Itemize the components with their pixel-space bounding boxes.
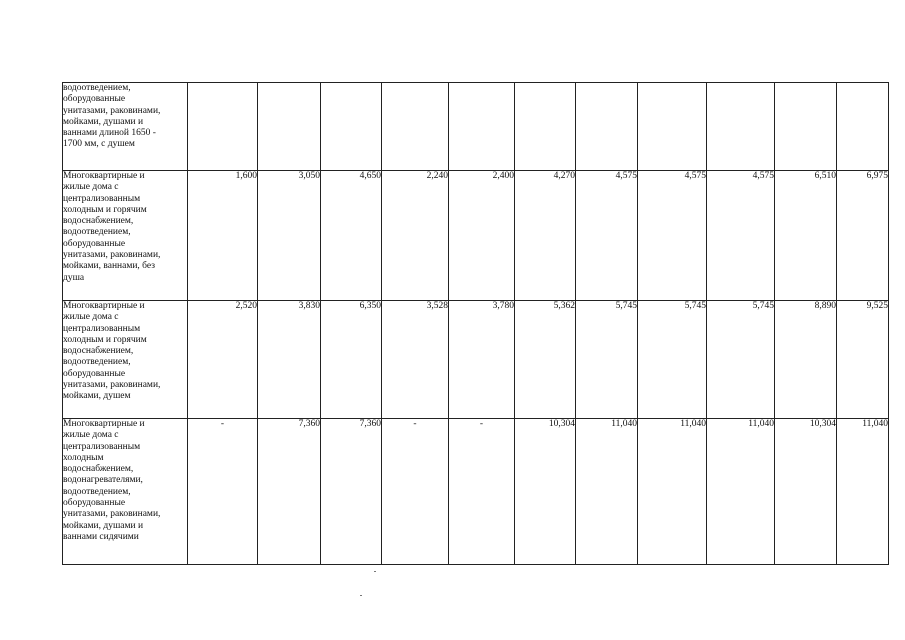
value-cell: 4,270: [515, 171, 576, 301]
value-cell: [188, 83, 258, 171]
value-cell: 3,830: [258, 301, 321, 419]
value-cell: 5,745: [638, 301, 707, 419]
value-cell: 4,575: [576, 171, 638, 301]
row-description-cell: [63, 419, 188, 565]
value-cell: [382, 83, 449, 171]
value-cell: 11,040: [837, 419, 889, 565]
scan-speck: [360, 595, 362, 596]
value-cell: 11,040: [638, 419, 707, 565]
value-cell: [258, 83, 321, 171]
value-cell: 6,510: [775, 171, 837, 301]
value-cell: 3,780: [449, 301, 515, 419]
row-description: Многоквартирные и жилые дома с централизованным холодным и горячим водоснабжением, водоотведением, оборудованные унитазами, раковинами, мойками, душем: [63, 301, 161, 402]
row-description-cell: [63, 171, 188, 301]
table-row: [63, 419, 889, 565]
value-cell: 7,360: [258, 419, 321, 565]
value-cell: 11,040: [707, 419, 775, 565]
row-description: водоотведением, оборудованные унитазами, раковинами, мойками, душами и ваннами длиной 1650 - 1700 мм, с душем: [63, 83, 161, 150]
value-cell: 2,240: [382, 171, 449, 301]
row-description-cell: [63, 301, 188, 419]
value-cell: 4,650: [321, 171, 382, 301]
value-cell: 4,575: [638, 171, 707, 301]
value-cell: 2,520: [188, 301, 258, 419]
table-row: [63, 301, 889, 419]
value-cell: 8,890: [775, 301, 837, 419]
scan-speck: [374, 571, 376, 572]
value-cell: -: [188, 419, 258, 565]
value-cell: [321, 83, 382, 171]
value-cell: 11,040: [576, 419, 638, 565]
value-cell: [449, 83, 515, 171]
value-cell: 7,360: [321, 419, 382, 565]
value-cell: 1,600: [188, 171, 258, 301]
value-cell: 6,975: [837, 171, 889, 301]
value-cell: 10,304: [515, 419, 576, 565]
value-cell: 5,362: [515, 301, 576, 419]
value-cell: [707, 83, 775, 171]
table-row: [63, 171, 889, 301]
value-cell: 2,400: [449, 171, 515, 301]
value-cell: [576, 83, 638, 171]
value-cell: -: [449, 419, 515, 565]
tariff-table: [62, 82, 889, 565]
value-cell: 10,304: [775, 419, 837, 565]
value-cell: [837, 83, 889, 171]
value-cell: [638, 83, 707, 171]
row-description: Многоквартирные и жилые дома с централизованным холодным и горячим водоснабжением, водоотведением, оборудованные унитазами, раковинами, мойками, ваннами, без душа: [63, 171, 161, 283]
value-cell: 5,745: [576, 301, 638, 419]
table-row: [63, 83, 889, 171]
value-cell: [515, 83, 576, 171]
value-cell: 3,528: [382, 301, 449, 419]
value-cell: [775, 83, 837, 171]
row-description-cell: [63, 83, 188, 171]
value-cell: 9,525: [837, 301, 889, 419]
value-cell: 4,575: [707, 171, 775, 301]
value-cell: 3,050: [258, 171, 321, 301]
row-description: Многоквартирные и жилые дома с централизованным холодным водоснабжением, водонагревателями, водоотведением, оборудованные унитазами, раковинами, мойками, душами и ваннами сидячими: [63, 419, 161, 542]
value-cell: 5,745: [707, 301, 775, 419]
value-cell: -: [382, 419, 449, 565]
table-body: [63, 83, 889, 565]
value-cell: 6,350: [321, 301, 382, 419]
